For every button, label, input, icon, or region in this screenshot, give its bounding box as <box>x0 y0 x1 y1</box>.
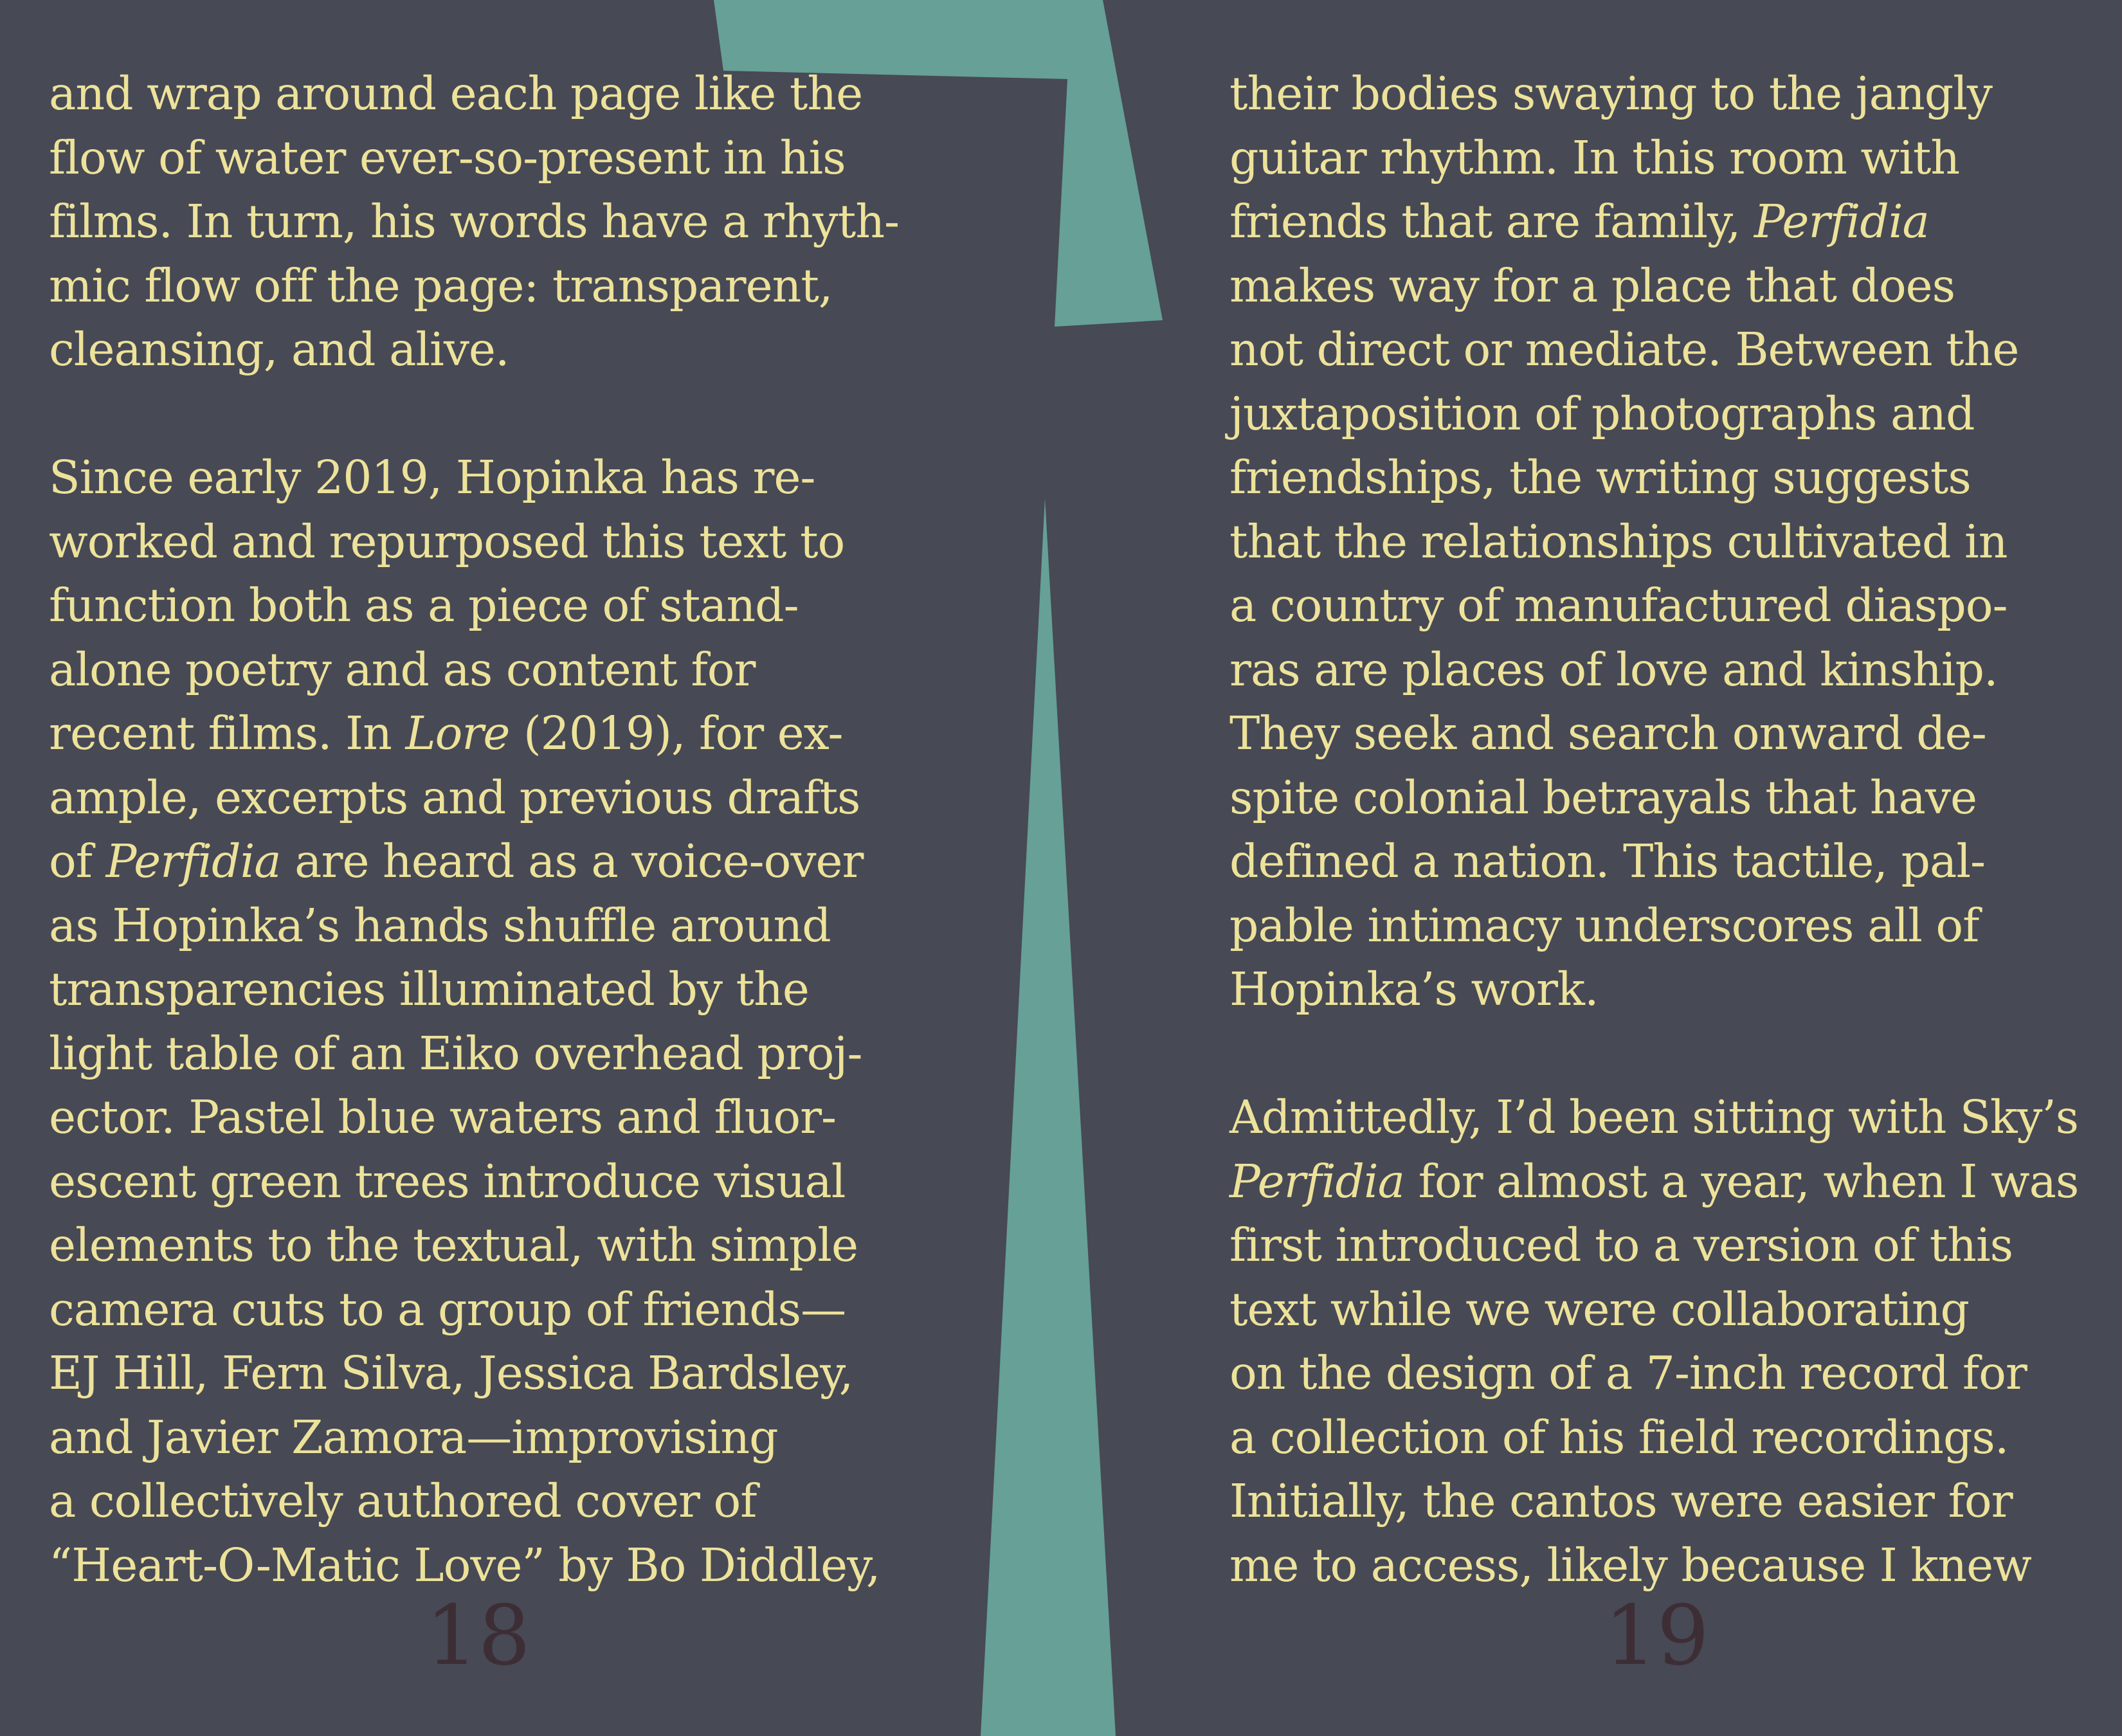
text-line: friendships, the writing suggests <box>1229 451 1971 504</box>
left-page-number: 18 <box>426 1588 530 1684</box>
text-line: recent films. In Lore (2019), for ex- <box>49 707 843 760</box>
text-line: Admittedly, I’d been sitting with Sky’s <box>1229 1090 2078 1144</box>
text-line: Perfidia for almost a year, when I was <box>1229 1154 2079 1208</box>
text-line: a country of manufactured diaspo- <box>1229 579 2008 632</box>
italic-title: Perfidia <box>105 835 281 888</box>
text-line: a collectively authored cover of <box>49 1474 757 1528</box>
text-line: first introduced to a version of this <box>1229 1218 2013 1272</box>
text-line: pable intimacy underscores all of <box>1229 898 1979 952</box>
text-line: of Perfidia are heard as a voice-over <box>49 835 864 888</box>
italic-title: Perfidia <box>1754 195 1929 248</box>
text-line: light table of an Eiko overhead proj- <box>49 1026 862 1080</box>
text-line: ector. Pastel blue waters and fluor- <box>49 1090 837 1144</box>
text-line: text while we were collaborating <box>1229 1282 1970 1336</box>
italic-title: Perfidia <box>1229 1154 1405 1208</box>
right-page-number: 19 <box>1604 1588 1709 1684</box>
text-line: Since early 2019, Hopinka has re- <box>49 451 815 504</box>
italic-title: Lore <box>405 707 510 760</box>
text-line: their bodies swaying to the jangly <box>1229 67 1993 120</box>
text-line: films. In turn, his words have a rhyth- <box>49 195 900 248</box>
text-line: flow of water ever-so-present in his <box>49 131 846 185</box>
text-line: me to access, likely because I knew <box>1229 1538 2031 1592</box>
text-line: a collection of his field recordings. <box>1229 1410 2009 1464</box>
text-line: transparencies illuminated by the <box>49 963 809 1016</box>
text-line: They seek and search onward de- <box>1229 707 1986 760</box>
text-line: worked and repurposed this text to <box>49 514 845 568</box>
text-line: on the design of a 7-inch record for <box>1229 1346 2027 1400</box>
bottom-spike-shape <box>981 498 1116 1736</box>
text-line: camera cuts to a group of friends— <box>49 1282 846 1336</box>
text-line: mic flow off the page: transparent, <box>49 258 833 312</box>
text-line: as Hopinka’s hands shuffle around <box>49 898 831 952</box>
text-line: defined a nation. This tactile, pal- <box>1229 835 1986 888</box>
text-line: escent green trees introduce visual <box>49 1154 846 1208</box>
text-line: Initially, the cantos were easier for <box>1229 1474 2013 1528</box>
text-line: spite colonial betrayals that have <box>1229 770 1977 824</box>
text-line: EJ Hill, Fern Silva, Jessica Bardsley, <box>49 1346 853 1400</box>
text-line: makes way for a place that does <box>1229 258 1955 312</box>
text-line: ras are places of love and kinship. <box>1229 642 1998 696</box>
text-line: Hopinka’s work. <box>1229 963 1599 1016</box>
text-line: not direct or mediate. Between the <box>1229 323 2019 376</box>
text-line: and wrap around each page like the <box>49 67 863 120</box>
text-line: guitar rhythm. In this room with <box>1229 131 1960 185</box>
text-line: “Heart-O-Matic Love” by Bo Diddley, <box>49 1538 880 1592</box>
text-line: cleansing, and alive. <box>49 323 509 376</box>
text-line: friends that are family, Perfidia <box>1229 195 1929 248</box>
text-line: and Javier Zamora—improvising <box>49 1410 778 1464</box>
text-line: elements to the textual, with simple <box>49 1218 858 1272</box>
text-line: function both as a piece of stand- <box>49 579 799 632</box>
text-line: ample, excerpts and previous drafts <box>49 770 860 824</box>
text-line: alone poetry and as content for <box>49 642 756 696</box>
text-line: that the relationships cultivated in <box>1229 514 2008 568</box>
text-line: juxtaposition of photographs and <box>1229 386 1975 440</box>
